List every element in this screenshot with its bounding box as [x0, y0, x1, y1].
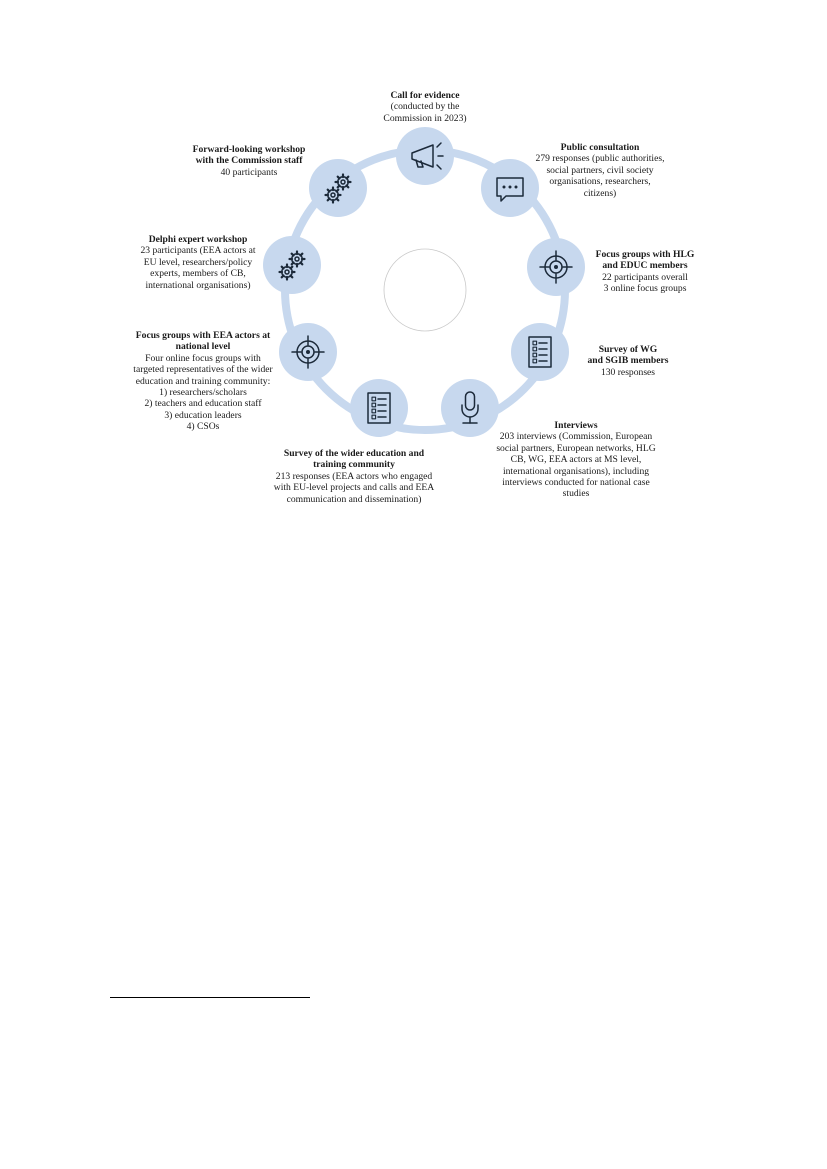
- label-focus-groups-hlg-educ: [580, 249, 710, 295]
- node-detail: 22 participants overall 3 online focus groups: [602, 271, 688, 295]
- label-forward-looking-workshop: [174, 144, 324, 178]
- node-detail: 40 participants: [220, 166, 278, 178]
- node-title: Delphi expert workshop: [148, 234, 248, 245]
- node-detail: 130 responses: [600, 366, 656, 378]
- node-survey-wg-sgib: [511, 323, 569, 381]
- node-focus-groups-hlg-educ: [527, 238, 585, 296]
- label-call-for-evidence: [355, 90, 495, 124]
- node-title: Focus groups with HLG and EDUC members: [595, 249, 695, 272]
- node-title: Survey of WG and SGIB members: [587, 344, 669, 367]
- node-title: Call for evidence: [390, 90, 460, 101]
- label-survey-wider-community: [244, 448, 464, 505]
- node-title: Survey of the wider education and training community: [283, 448, 425, 471]
- center-circle: [384, 249, 466, 331]
- node-detail: Four online focus groups with targeted representatives of the wider education and training community: 1) researchers/scholars 2) teachers and education staff 3) education leaders 4) CSOs: [133, 352, 273, 433]
- label-delphi-workshop: [118, 234, 278, 291]
- label-focus-groups-national: [107, 330, 299, 433]
- label-survey-wg-sgib: [568, 344, 688, 378]
- node-survey-wider-community: [350, 379, 408, 437]
- label-interviews: [476, 420, 676, 500]
- node-detail: 213 responses (EEA actors who engaged with EU-level projects and calls and EEA communication and dissemination): [273, 470, 435, 505]
- node-detail: 23 participants (EEA actors at EU level, researchers/policy experts, members of CB, international organisations): [140, 245, 256, 291]
- footnote-rule: [110, 997, 310, 998]
- node-detail: (conducted by the Commission in 2023): [383, 101, 467, 124]
- node-title: Focus groups with EEA actors at national level: [135, 330, 271, 353]
- label-public-consultation: [520, 142, 680, 199]
- node-title: Interviews: [554, 420, 598, 431]
- node-call-for-evidence: [396, 127, 454, 185]
- node-title: Forward-looking workshop with the Commission staff: [192, 144, 306, 167]
- node-title: Public consultation: [560, 142, 640, 153]
- node-detail: 203 interviews (Commission, European social partners, European networks, HLG CB, WG, EEA actors at MS level, international organisations), including interviews conducted for national case studies: [496, 431, 656, 500]
- node-detail: 279 responses (public authorities, social partners, civil society organisations, researchers, citizens): [535, 153, 665, 199]
